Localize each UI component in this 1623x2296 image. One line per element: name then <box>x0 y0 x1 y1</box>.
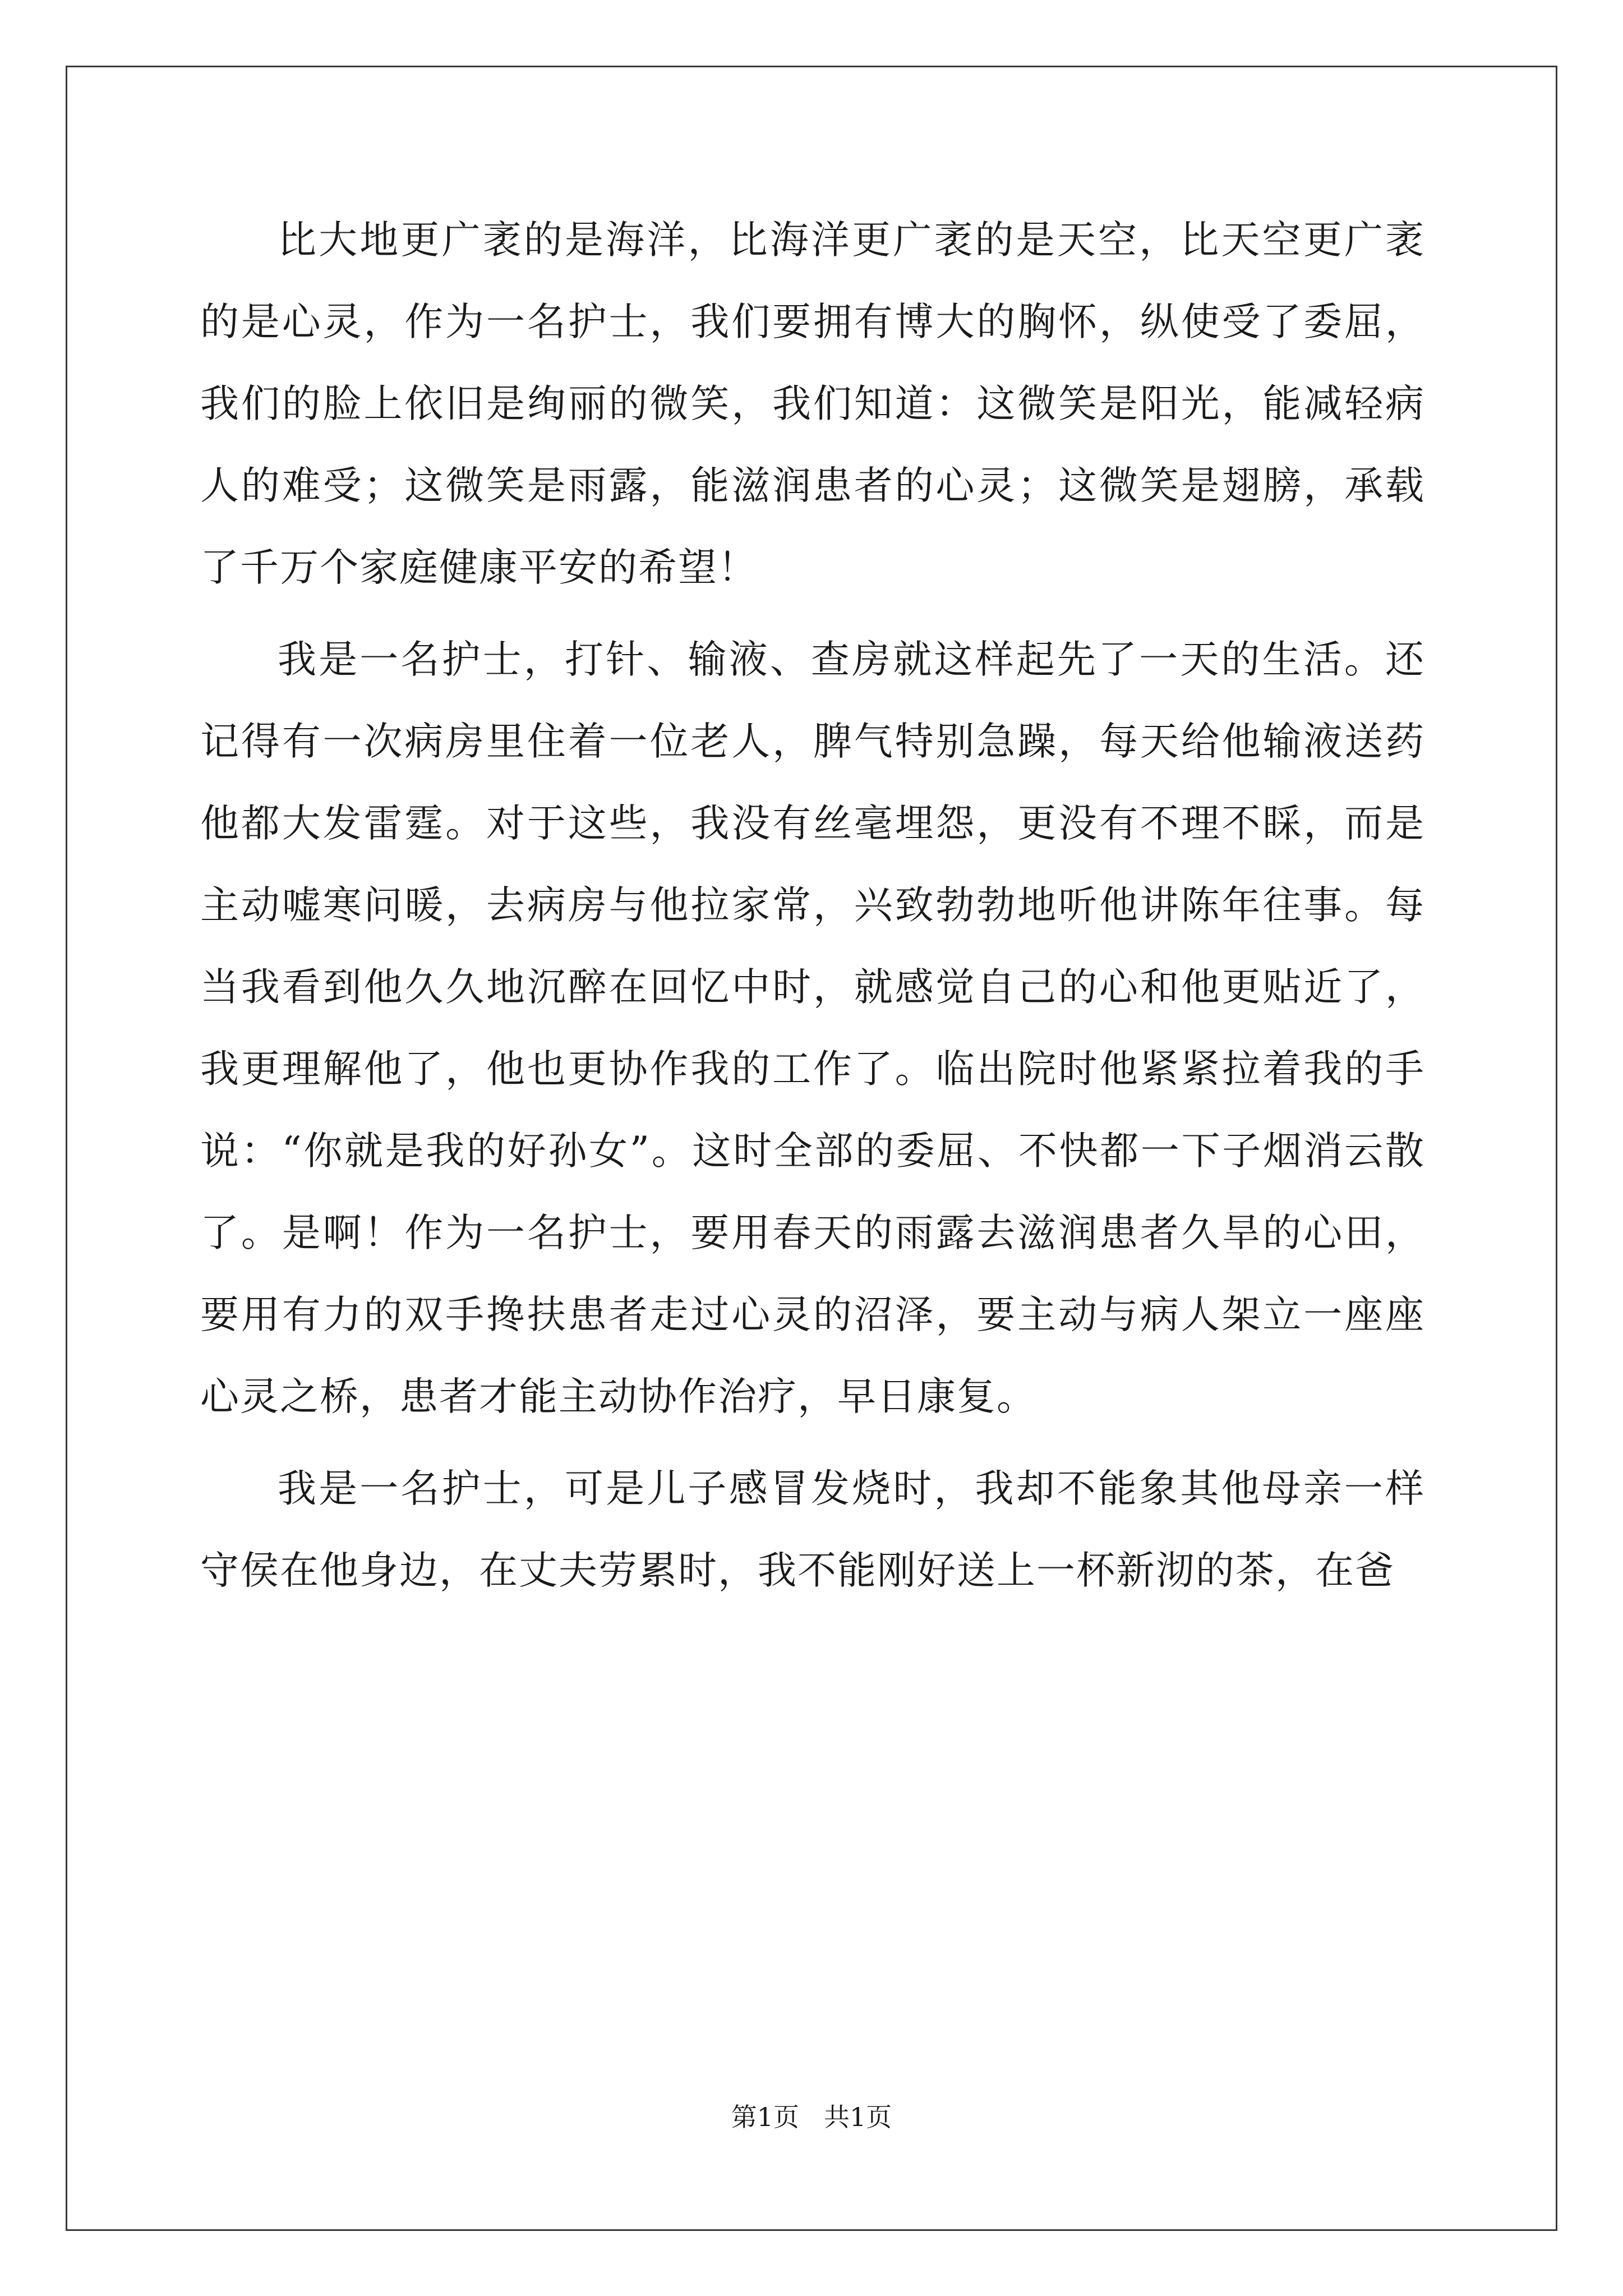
page-number-current: 第1页 <box>731 2102 799 2132</box>
paragraph-1: 比大地更广袤的是海洋，比海洋更广袤的是天空，比天空更广袤的是心灵，作为一名护士，我们要拥有博大的胸怀，纵使受了委屈，我们的脸上依旧是绚丽的微笑，我们知道：这微笑是阳光，能减轻病人的难受；这微笑是雨露，能滋润患者的心灵；这微笑是翅膀，承载了千万个家庭健康平安的希望！ <box>200 218 1425 590</box>
page-footer <box>0 2100 1623 2134</box>
paragraph-3: 我是一名护士，可是儿子感冒发烧时，我却不能象其他母亲一样守侯在他身边，在丈夫劳累时，我不能刚好送上一杯新沏的茶，在爸 <box>200 1466 1425 1593</box>
page-number-total: 共1页 <box>824 2102 892 2132</box>
document-body <box>200 199 1425 1612</box>
paragraph-2: 我是一名护士，打针、输液、查房就这样起先了一天的生活。还记得有一次病房里住着一位老人，脾气特别急躁，每天给他输液送药他都大发雷霆。对于这些，我没有丝毫埋怨，更没有不理不睬，而是主动嘘寒问暖，去病房与他拉家常，兴致勃勃地听他讲陈年往事。每当我看到他久久地沉醉在回忆中时，就感觉自己的心和他更贴近了，我更理解他了，他也更协作我的工作了。临出院时他紧紧拉着我的手说：“你就是我的好孙女”。这时全部的委屈、不快都一下子烟消云散了。是啊！作为一名护士，要用春天的雨露去滋润患者久旱的心田，要用有力的双手搀扶患者走过心灵的沼泽，要主动与病人架立一座座心灵之桥，患者才能主动协作治疗，早日康复。 <box>200 637 1425 1419</box>
